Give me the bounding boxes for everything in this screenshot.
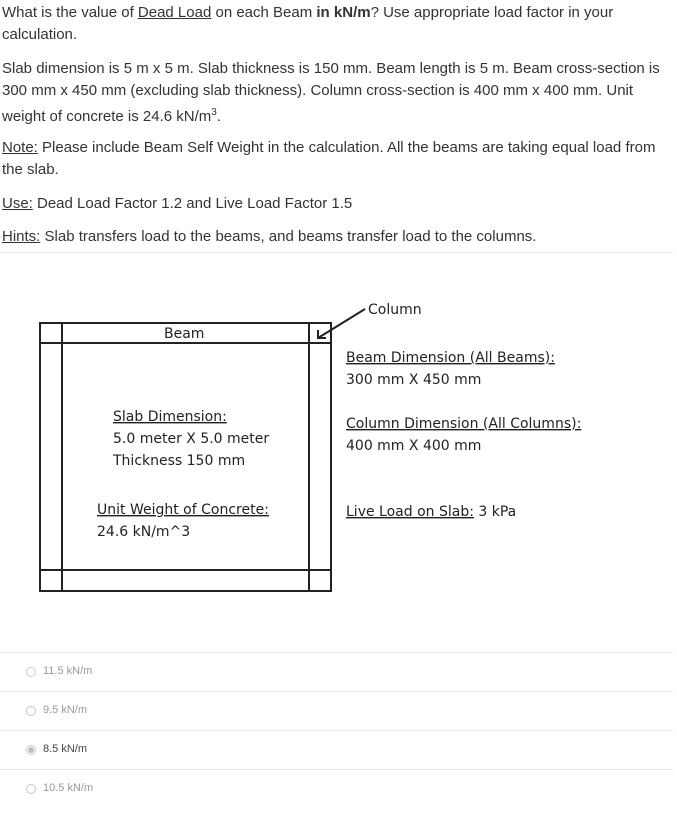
hints-text: Slab transfers load to the beams, and beams transfer load to the columns. xyxy=(40,228,537,245)
live-load-value: 3 kPa xyxy=(473,504,517,520)
prompt-unit: in kN/m xyxy=(316,4,371,21)
column-top-left xyxy=(40,323,62,343)
details-text: Slab dimension is 5 m x 5 m. Slab thickness is 150 mm. Beam length is 5 m. Beam cross-section is 300 mm x 450 mm (excluding slab thickness). Column cross-section is 400 mm x 400 mm. Unit weight of concrete is 24.6 kN/m xyxy=(2,60,660,125)
answer-option-2[interactable] xyxy=(0,691,673,730)
answer-option-label: 10.5 kN/m xyxy=(43,782,94,794)
column-dimension-value: 400 mm X 400 mm xyxy=(346,438,482,454)
column-bottom-right xyxy=(309,570,331,591)
unit-weight-value: 24.6 kN/m^3 xyxy=(97,524,191,540)
prompt-text: ? Use appropriate load factor in your calculation. xyxy=(2,4,614,43)
question-use xyxy=(2,193,674,215)
question-note xyxy=(2,137,674,181)
answer-option-label: 9.5 kN/m xyxy=(43,704,88,716)
answer-option-label: 8.5 kN/m xyxy=(43,743,88,755)
hints-divider xyxy=(0,252,673,253)
column-label: Column xyxy=(368,302,422,318)
radio-button[interactable] xyxy=(26,667,36,677)
beam-label: Beam xyxy=(164,326,205,342)
slab-dimension-title: Slab Dimension: xyxy=(113,409,227,425)
answer-options xyxy=(0,652,673,808)
unit-weight-title: Unit Weight of Concrete: xyxy=(97,502,269,518)
answer-option-label: 11.5 kN/m xyxy=(43,665,93,677)
beam-dimension-title: Beam Dimension (All Beams): xyxy=(346,350,555,366)
superscript: 3 xyxy=(211,107,217,118)
prompt-text: What is the value of xyxy=(2,4,138,21)
use-text: Dead Load Factor 1.2 and Live Load Factor 1.5 xyxy=(32,195,353,212)
details-end: . xyxy=(216,108,221,125)
prompt-text: on each Beam xyxy=(211,4,317,21)
column-dimension-title: Column Dimension (All Columns): xyxy=(346,416,582,432)
answer-option-1[interactable] xyxy=(0,652,673,691)
question-hints xyxy=(2,226,674,248)
question-details xyxy=(2,58,674,128)
radio-button[interactable] xyxy=(26,745,36,755)
radio-button[interactable] xyxy=(26,784,36,794)
structural-diagram xyxy=(0,290,677,630)
answer-option-3[interactable] xyxy=(0,730,673,769)
note-text: Please include Beam Self Weight in the calculation. All the beams are taking equal load from the slab. xyxy=(2,139,656,178)
answer-option-4[interactable] xyxy=(0,769,673,808)
note-label: Note: xyxy=(2,139,38,156)
live-load-title: Live Load on Slab: xyxy=(346,504,474,520)
slab-thickness: Thickness 150 mm xyxy=(113,453,246,469)
question-prompt xyxy=(2,2,674,46)
beam-dimension-value: 300 mm X 450 mm xyxy=(346,372,482,388)
use-label: Use: xyxy=(2,195,33,212)
radio-button[interactable] xyxy=(26,706,36,716)
slab-dimension-value: 5.0 meter X 5.0 meter xyxy=(113,431,270,447)
column-bottom-left xyxy=(40,570,62,591)
prompt-dead-load: Dead Load xyxy=(137,4,212,21)
hints-label: Hints: xyxy=(2,228,41,245)
live-load-text xyxy=(346,504,516,520)
